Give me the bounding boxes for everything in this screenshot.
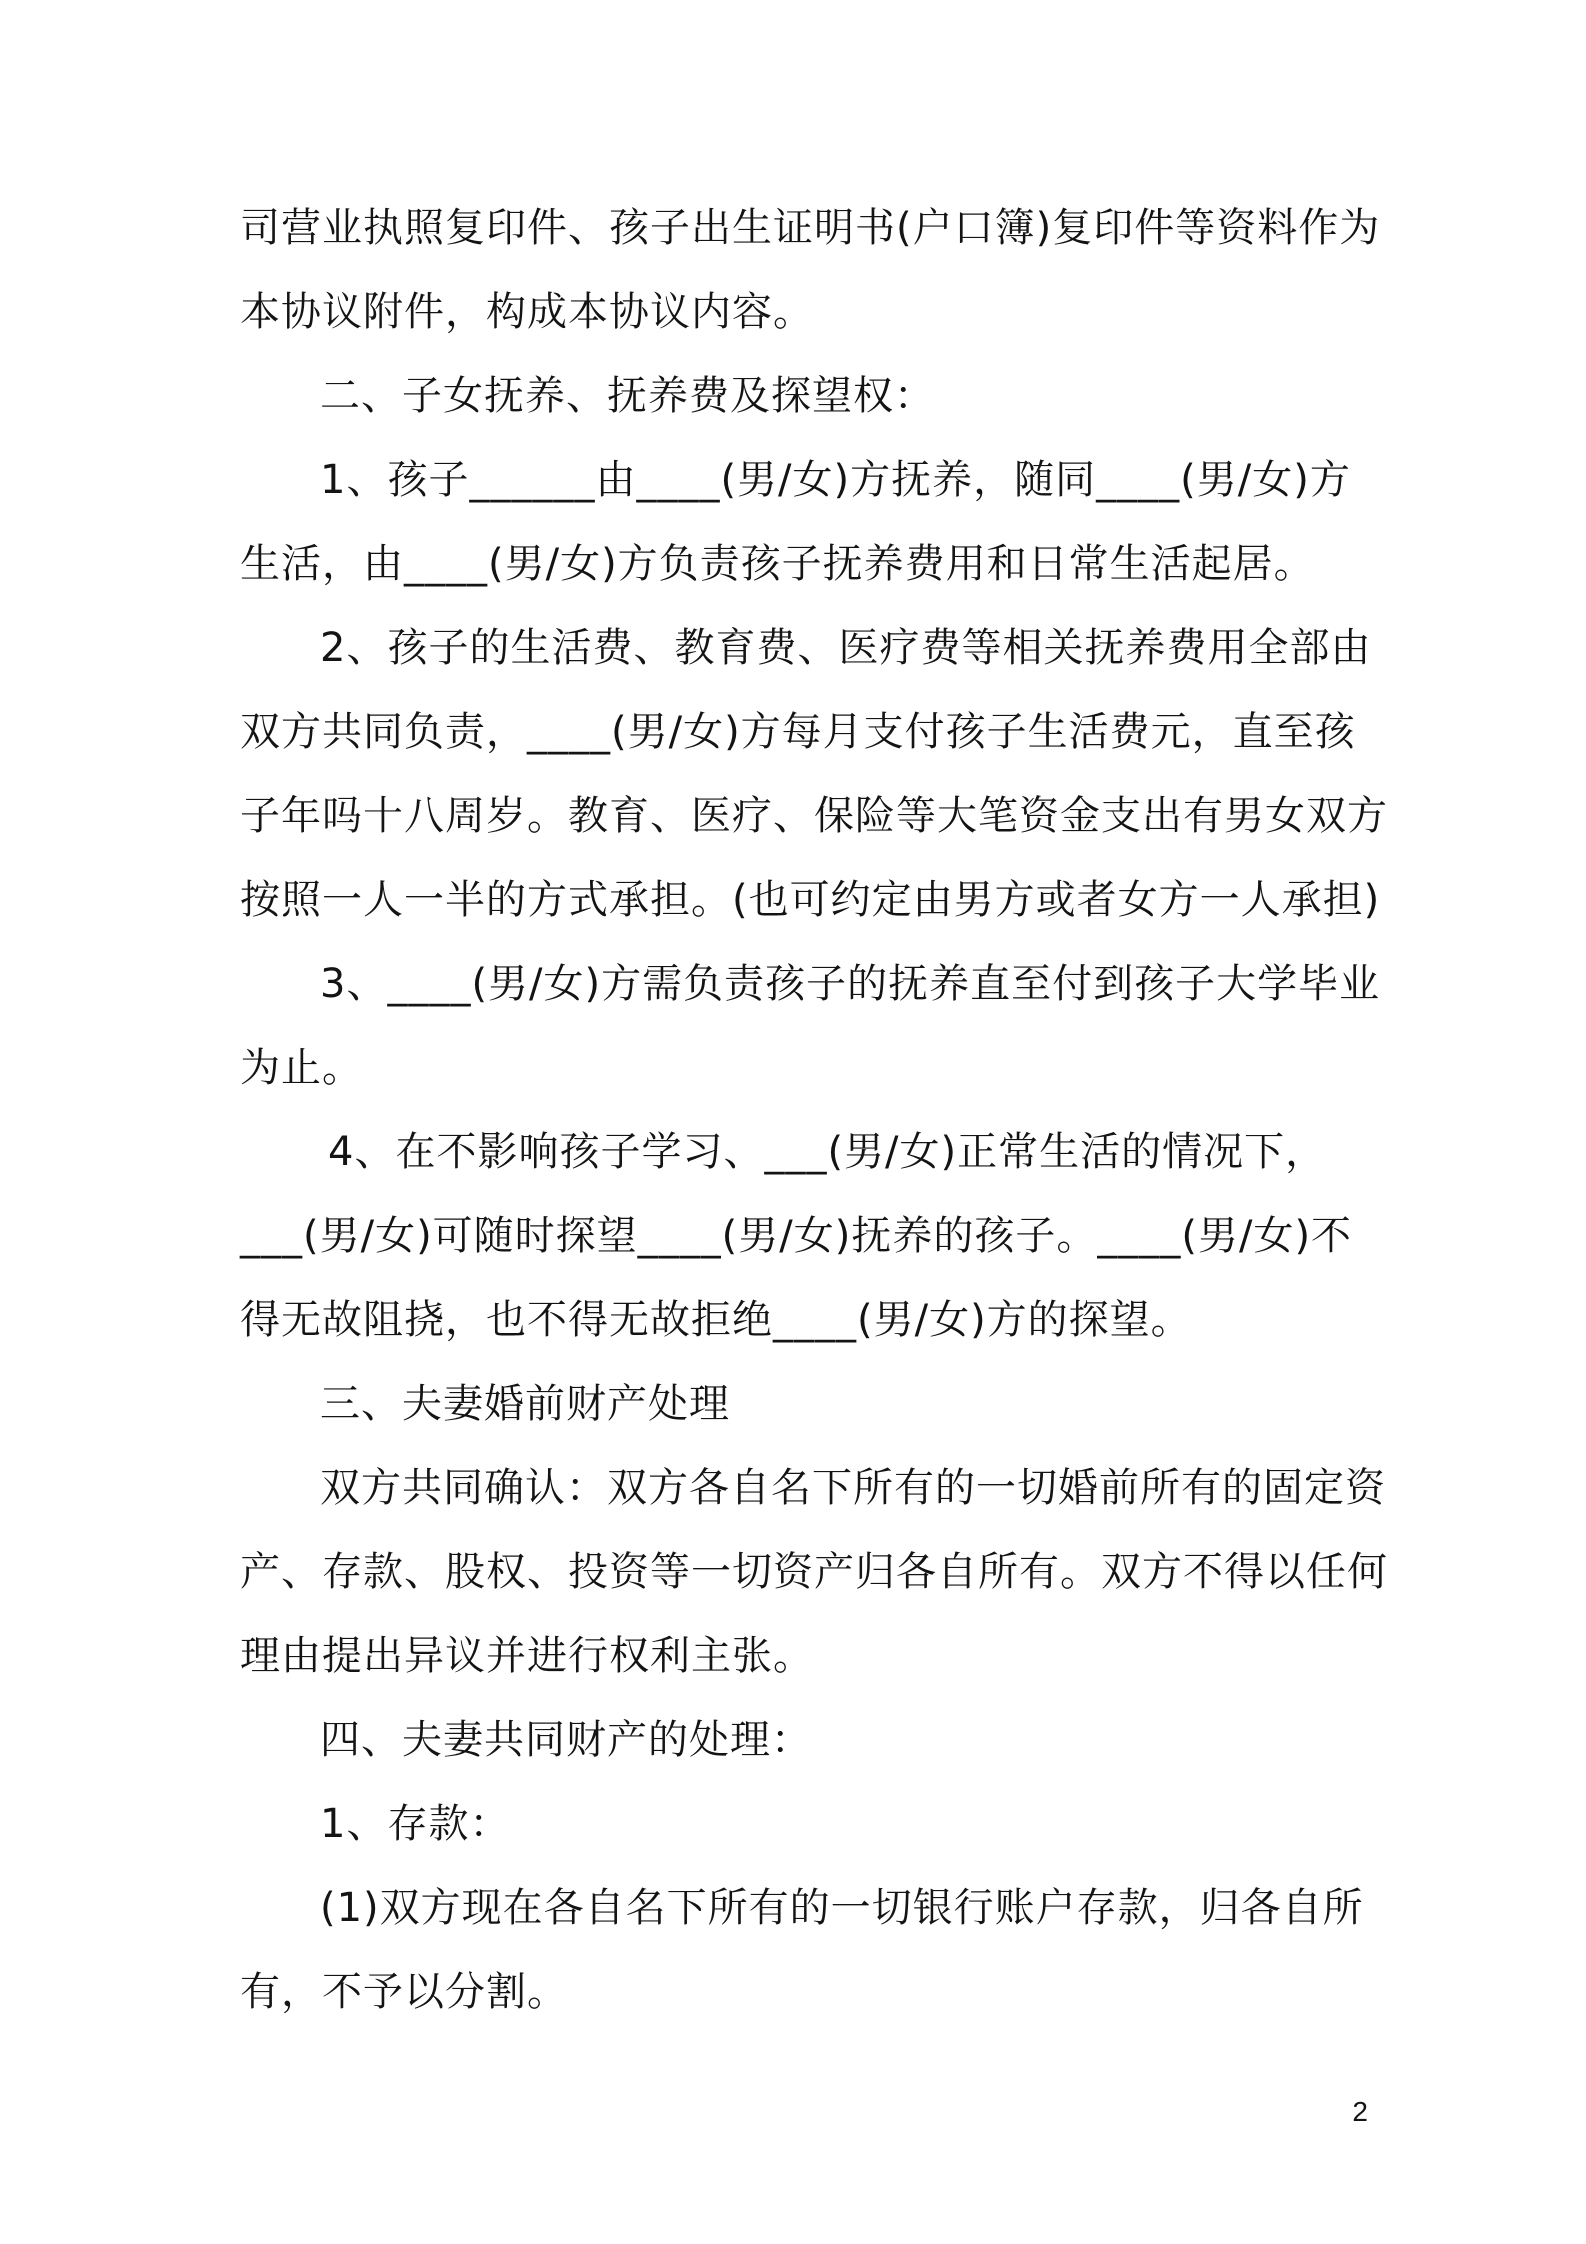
section-heading: 二、子女抚养、抚养费及探望权： [320, 373, 935, 419]
text-line: 得无故阻挠，也不得无故拒绝____(男/女)方的探望。 [240, 1297, 1192, 1343]
text-line: 本协议附件，构成本协议内容。 [240, 289, 814, 335]
text-line: 子年吗十八周岁。教育、医疗、保险等大笔资金支出有男女双方 [240, 793, 1388, 839]
text-line: 1、孩子______由____(男/女)方抚养，随同____(男/女)方 [320, 457, 1351, 503]
text-line: 按照一人一半的方式承担。(也可约定由男方或者女方一人承担) [240, 877, 1381, 923]
text-line: 3、____(男/女)方需负责孩子的抚养直至付到孩子大学毕业 [320, 961, 1381, 1007]
text-line: 生活，由____(男/女)方负责孩子抚养费用和日常生活起居。 [240, 541, 1315, 587]
text-line: 4、在不影响孩子学习、___(男/女)正常生活的情况下， [328, 1129, 1327, 1175]
text-line: 司营业执照复印件、孩子出生证明书(户口簿)复印件等资料作为 [240, 205, 1381, 251]
text-line: ___(男/女)可随时探望____(男/女)抚养的孩子。____(男/女)不 [240, 1213, 1353, 1259]
text-line: 有，不予以分割。 [240, 1969, 568, 2015]
text-line: (1)双方现在各自名下所有的一切银行账户存款，归各自所 [320, 1885, 1364, 1931]
text-line: 2、孩子的生活费、教育费、医疗费等相关抚养费用全部由 [320, 625, 1372, 671]
text-line: 1、存款： [320, 1801, 511, 1847]
text-line: 产、存款、股权、投资等一切资产归各自所有。双方不得以任何 [240, 1549, 1388, 1595]
text-line: 双方共同负责，____(男/女)方每月支付孩子生活费元，直至孩 [240, 709, 1356, 755]
section-heading: 四、夫妻共同财产的处理： [320, 1717, 812, 1763]
text-line: 双方共同确认：双方各自名下所有的一切婚前所有的固定资 [320, 1465, 1386, 1511]
text-line: 为止。 [240, 1045, 363, 1091]
text-line: 理由提出异议并进行权利主张。 [240, 1633, 814, 1679]
section-heading: 三、夫妻婚前财产处理 [320, 1381, 730, 1427]
page-number: 2 [1352, 2096, 1368, 2127]
